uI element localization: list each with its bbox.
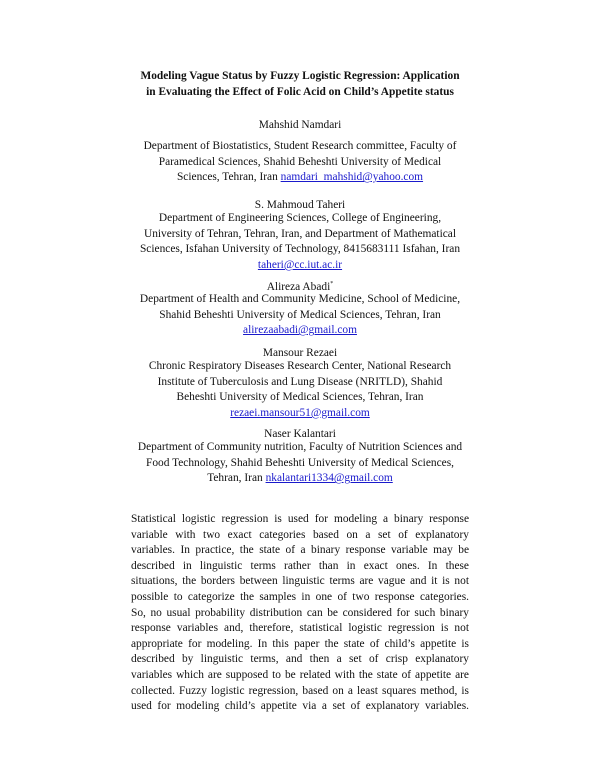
affiliation-line xyxy=(60,323,540,339)
abstract-line: appropriate for modeling. In this paper the state of child’s appetite is xyxy=(131,637,469,650)
abstract-line: described in linguistic terms rather than in exact ones. In these xyxy=(131,559,469,572)
abstract-line: collected. Fuzzy logistic regression, based on a least squares method, is xyxy=(131,684,469,697)
affiliation-line: Department of Health and Community Medicine, School of Medicine, xyxy=(139,293,461,305)
author-affiliation xyxy=(60,359,540,421)
affiliation-line: Institute of Tuberculosis and Lung Disease (NRITLD), Shahid xyxy=(157,375,443,388)
abstract-line: So, no usual probability distribution can be considered for such binary xyxy=(131,606,469,619)
author-affiliation xyxy=(60,292,540,339)
affiliation-line: Department of Biostatistics, Student Research committee, Faculty of xyxy=(143,140,457,152)
author-email-link[interactable]: rezaei.mansour51@gmail.com xyxy=(230,406,370,419)
paper-title xyxy=(100,68,500,100)
affiliation-line: Food Technology, Shahid Beheshti University of Medical Sciences, xyxy=(146,456,454,469)
abstract-line: variables which are supposed to be related with the state of appetite are xyxy=(131,668,469,681)
affiliation-line: Beheshti University of Medical Sciences, Tehran, Iran xyxy=(176,391,424,404)
affiliation-line xyxy=(60,258,540,274)
abstract-line: situations, the borders between linguistic terms are vague and it is not xyxy=(131,575,469,588)
affiliation-line: Paramedical Sciences, Shahid Beheshti University of Medical xyxy=(158,155,442,168)
author-name: S. Mahmoud Taheri xyxy=(254,199,346,211)
author-email-link[interactable]: taheri@cc.iut.ac.ir xyxy=(257,258,343,271)
author-affiliation xyxy=(60,440,540,487)
affiliation-line: University of Tehran, Tehran, Iran, and Department of Mathematical xyxy=(143,227,457,240)
affiliation-line-prefix: Sciences, Tehran, Iran xyxy=(176,171,281,184)
abstract-line: used for modeling child’s appetite via a set of explanatory variables. xyxy=(131,700,469,713)
affiliation-line: Shahid Beheshti University of Medical Sciences, Tehran, Iran xyxy=(159,308,441,321)
affiliation-line: Chronic Respiratory Diseases Research Center, National Research xyxy=(148,360,452,372)
title-line: Modeling Vague Status by Fuzzy Logistic Regression: Application xyxy=(140,70,460,82)
affiliation-line xyxy=(60,406,540,422)
author-name-text: Alireza Abadi xyxy=(266,281,331,293)
corresponding-author-mark: * xyxy=(330,281,334,287)
abstract-line: described by linguistic terms, and then a set of crisp explanatory xyxy=(131,653,469,666)
affiliation-line: Department of Community nutrition, Faculty of Nutrition Sciences and xyxy=(137,441,463,453)
affiliation-line-prefix: Tehran, Iran xyxy=(207,472,266,485)
affiliation-line: Sciences, Isfahan University of Technology, 8415683111 Isfahan, Iran xyxy=(139,243,461,256)
author-name: Mahshid Namdari xyxy=(258,119,342,131)
abstract-line: Statistical logistic regression is used for modeling a binary response xyxy=(131,513,469,525)
author-name: Naser Kalantari xyxy=(264,428,336,440)
author-name: Mansour Rezaei xyxy=(262,347,338,359)
author-email-link[interactable]: namdari_mahshid@yahoo.com xyxy=(280,171,424,184)
author-email-link[interactable]: alirezaabadi@gmail.com xyxy=(243,324,357,337)
author-email-link[interactable]: nkalantari1334@gmail.com xyxy=(265,472,393,485)
affiliation-line xyxy=(60,471,540,487)
abstract xyxy=(131,512,469,715)
abstract-line: variables. In practice, the state of a binary response variable may be xyxy=(131,544,469,557)
abstract-line: response variables and, therefore, statistical logistic regression is not xyxy=(131,622,469,635)
author-affiliation xyxy=(60,211,540,273)
abstract-line: variable with two exact categories based on a set of explanatory xyxy=(131,528,469,541)
affiliation-line: Department of Engineering Sciences, College of Engineering, xyxy=(158,212,442,224)
title-line: in Evaluating the Effect of Folic Acid on Child’s Appetite status xyxy=(146,86,454,98)
author-affiliation xyxy=(60,139,540,186)
abstract-line: possible to categorize the samples in one of two response categories. xyxy=(131,590,469,603)
affiliation-line xyxy=(60,170,540,186)
